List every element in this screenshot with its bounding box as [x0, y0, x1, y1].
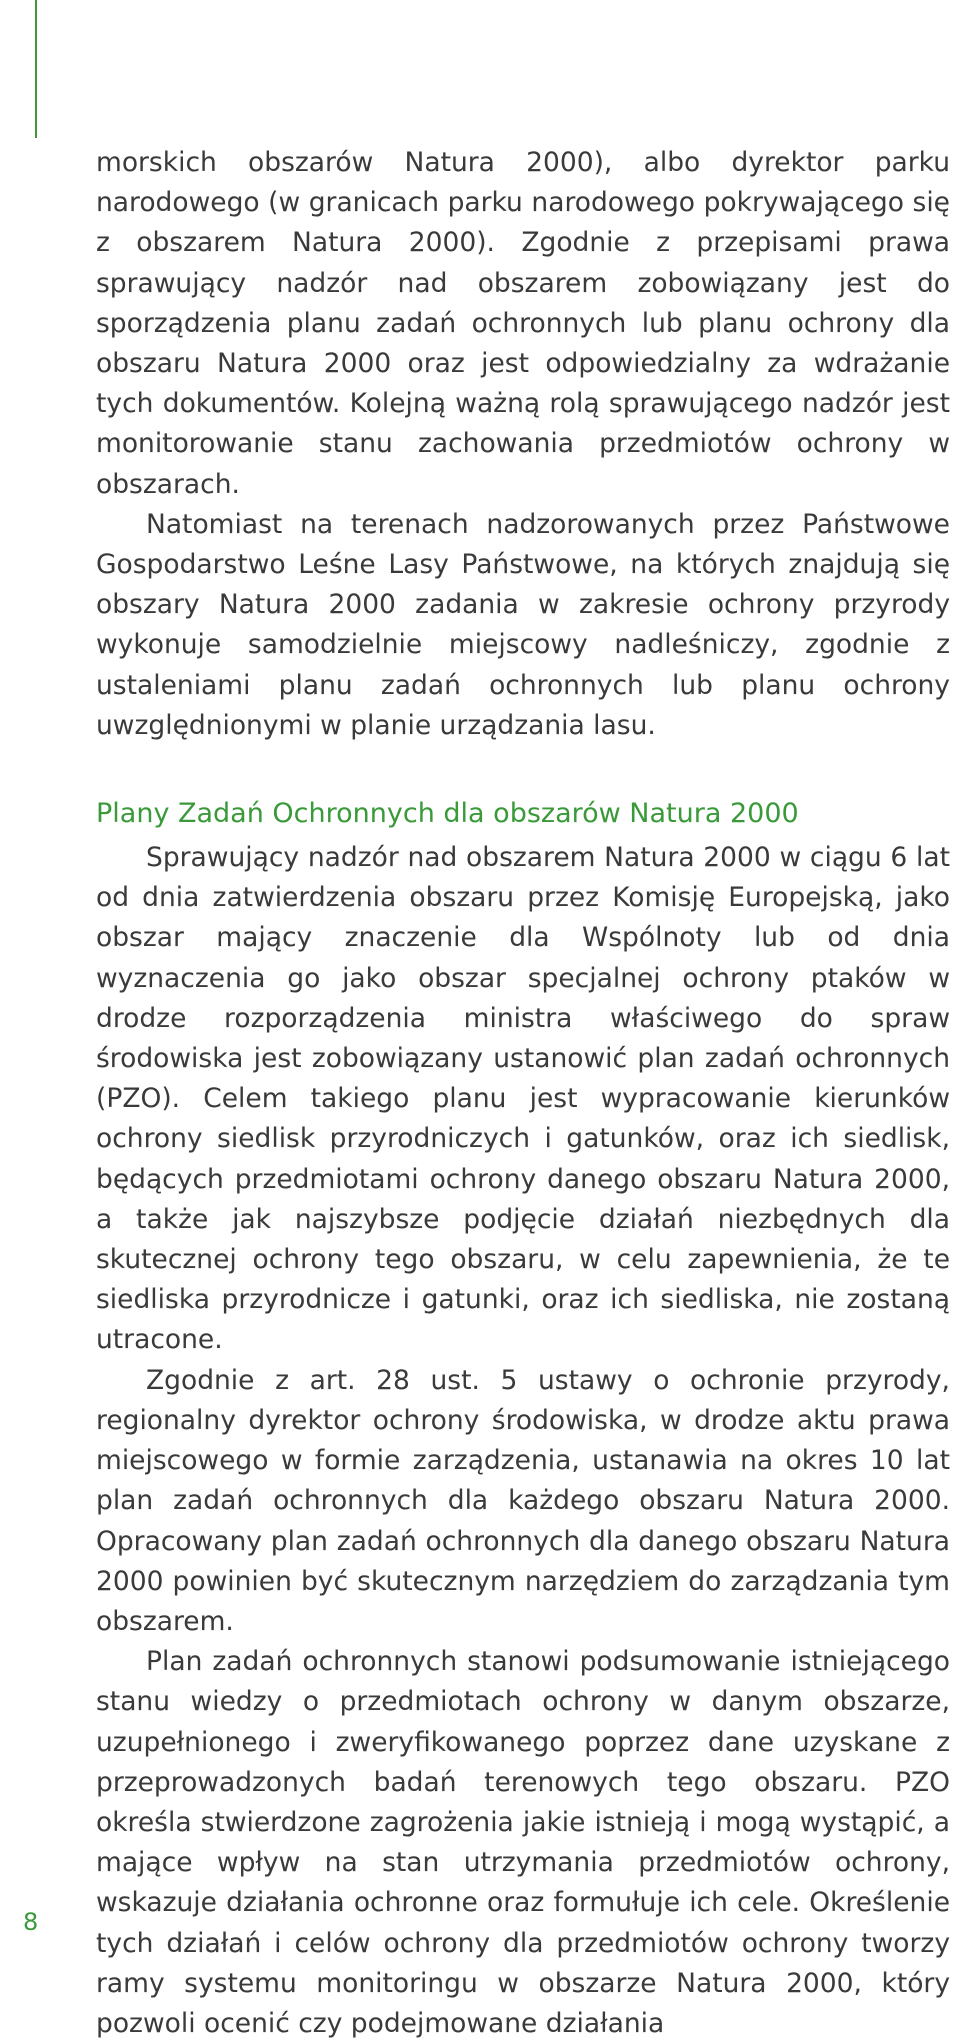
paragraph: Natomiast na terenach nadzorowanych przez Państwowe Gospodarstwo Leśne Lasy Państwowe, na których znajdują się obszary Natura 2000 zadania w zakresie ochrony przyrody wykonuje samodzielnie miejscowy nadleśniczy, zgodnie z ustaleniami planu zadań ochronnych lub planu ochrony uwzględnionymi w planie urządzania lasu.	[96, 508, 950, 741]
paragraph: morskich obszarów Natura 2000), albo dyrektor parku narodowego (w granicach parku narodowego pokrywającego się z obszarem Natura 2000). Zgodnie z przepisami prawa sprawujący nadzór nad obszarem zobowiązany jest do sporządzenia planu zadań ochronnych lub planu ochrony dla obszaru Natura 2000 oraz jest odpowiedzialny za wdrażanie tych dokumentów. Kolejną ważną rolą sprawującego nadzór jest monitorowanie stanu zachowania przedmiotów ochrony w obszarach.	[96, 147, 950, 500]
paragraph: Zgodnie z art. 28 ust. 5 ustawy o ochronie przyrody, regionalny dyrektor ochrony środowiska, w drodze aktu prawa miejscowego w formie zarządzenia, ustanawia na okres 10 lat plan zadań ochronnych dla każdego obszaru Natura 2000. Opracowany plan zadań ochronnych dla danego obszaru Natura 2000 powinien być skutecznym narzędziem do zarządzania tym obszarem.	[96, 1364, 950, 1637]
page-number: 8	[23, 1908, 39, 1936]
sidebar-rule	[35, 0, 37, 138]
paragraph: Sprawujący nadzór nad obszarem Natura 2000 w ciągu 6 lat od dnia zatwierdzenia obszaru przez Komisję Europejską, jako obszar mający znaczenie dla Wspólnoty lub od dnia wyznaczenia go jako obszar specjalnej ochrony ptaków w drodze rozporządzenia ministra właściwego do spraw środowiska jest zobowiązany ustanowić plan zadań ochronnych (PZO). Celem takiego planu jest wypracowanie kierunków ochrony siedlisk przyrodniczych i gatunków, oraz ich siedlisk, będących przedmiotami ochrony danego obszaru Natura 2000, a także jak najszybsze podjęcie działań niezbędnych dla skutecznej ochrony tego obszaru, w celu zapewnienia, że te siedliska przyrodnicze i gatunki, oraz ich siedliska, nie zostaną utracone.	[96, 842, 950, 1356]
paragraph: Plan zadań ochronnych stanowi podsumowanie istniejącego stanu wiedzy o przedmiotach ochrony w danym obszarze, uzupełnionego i zweryfikowanego poprzez dane uzyskane z przeprowadzonych badań terenowych tego obszaru. PZO określa stwierdzone zagrożenia jakie istnieją i mogą wystąpić, a mające wpływ na stan utrzymania przedmiotów ochrony, wskazuje działania ochronne oraz formułuje ich cele. Określenie tych działań i celów ochrony dla przedmiotów ochrony tworzy ramy systemu monitoringu w obszarze Natura 2000, który pozwoli ocenić czy podejmowane działania	[96, 1646, 950, 2039]
section-heading: Plany Zadań Ochronnych dla obszarów Natura 2000	[96, 798, 799, 830]
page-body	[96, 143, 950, 2044]
